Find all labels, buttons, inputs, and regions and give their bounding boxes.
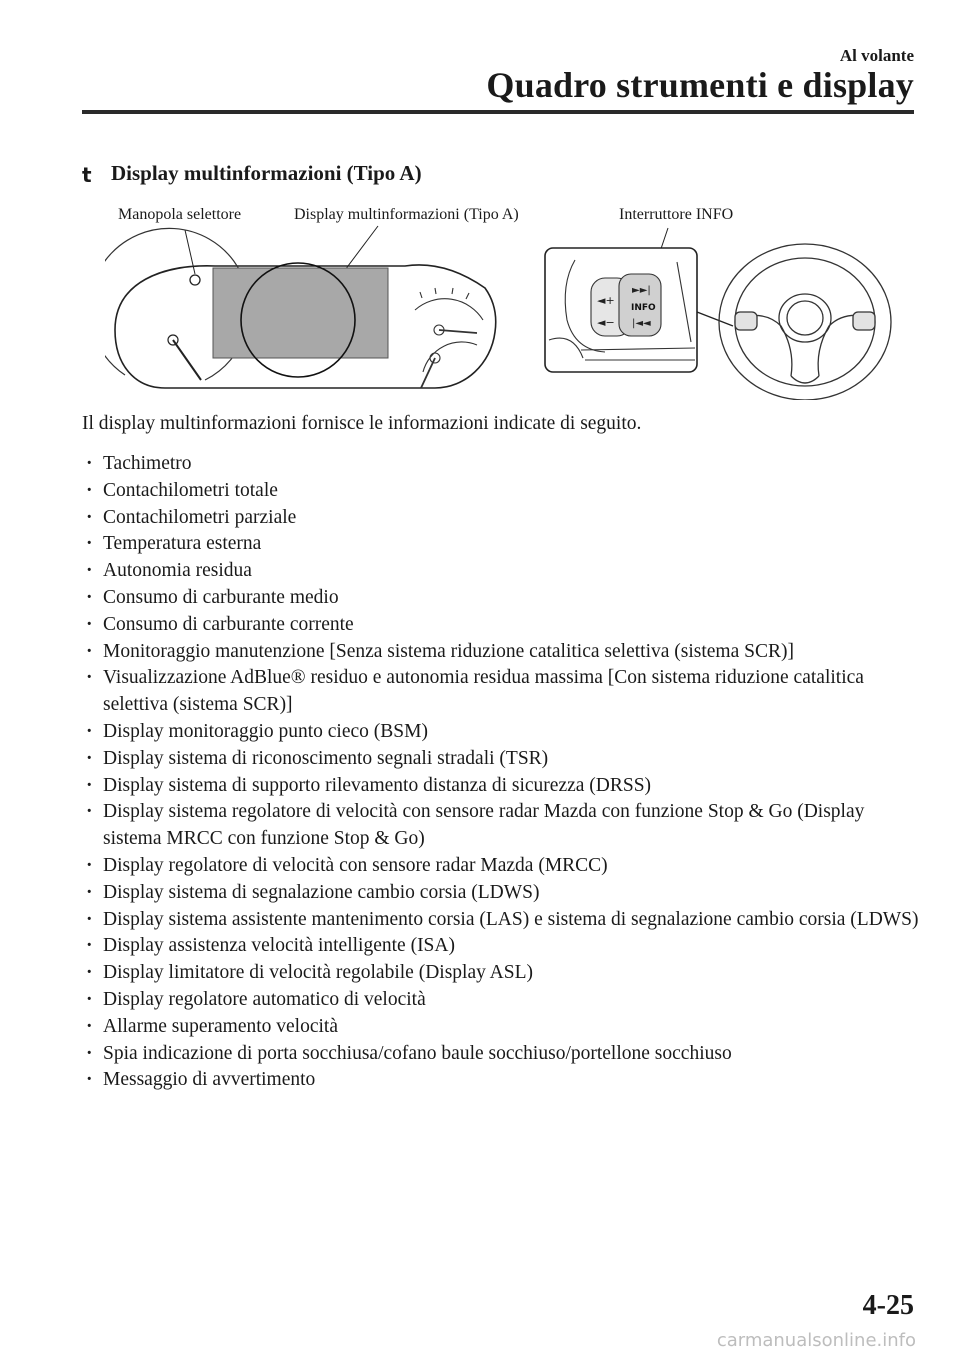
svg-text:◄+: ◄+	[597, 294, 615, 307]
list-item: · Consumo di carburante medio	[82, 585, 922, 612]
svg-text:◄−: ◄−	[597, 316, 615, 329]
list-item: · Visualizzazione AdBlue® residuo e autonomia residua massima [Con sistema riduzione catalitica selettiva (sistema SCR)]	[82, 665, 922, 719]
page-number: 4-25	[862, 1290, 914, 1321]
list-item: · Spia indicazione di porta socchiusa/cofano baule socchiuso/portellone socchiuso	[82, 1041, 922, 1068]
list-item: · Contachilometri totale	[82, 478, 922, 505]
list-item: · Display regolatore di velocità con sensore radar Mazda (MRCC)	[82, 853, 922, 880]
list-item: · Display sistema di riconoscimento segnali stradali (TSR)	[82, 746, 922, 773]
cluster-illustration	[105, 200, 905, 400]
svg-text:|◄◄: |◄◄	[632, 318, 651, 329]
svg-text:►►|: ►►|	[632, 285, 651, 296]
list-item: · Temperatura esterna	[82, 531, 922, 558]
multi-info-display-screen	[213, 268, 388, 358]
list-item: · Display monitoraggio punto cieco (BSM)	[82, 719, 922, 746]
list-item: · Display regolatore automatico di velocità	[82, 987, 922, 1014]
list-item: · Display sistema assistente mantenimento corsia (LAS) e sistema di segnalazione cambio corsia (LDWS)	[82, 907, 922, 934]
list-item: · Display limitatore di velocità regolabile (Display ASL)	[82, 960, 922, 987]
watermark: carmanualsonline.info	[716, 1330, 916, 1351]
list-item: · Monitoraggio manutenzione [Senza sistema riduzione catalitica selettiva (sistema SCR)]	[82, 639, 922, 666]
callout-selector-knob: Manopola selettore	[118, 206, 242, 223]
callout-info-switch: Interruttore INFO	[619, 206, 734, 223]
speedometer-needle	[168, 335, 201, 380]
instrument-cluster-figure	[105, 200, 905, 400]
list-item: · Messaggio di avvertimento	[82, 1067, 922, 1094]
intro-text: Il display multinformazioni fornisce le informazioni indicate di seguito.	[82, 413, 642, 434]
section-marker: t	[82, 163, 92, 187]
list-item: · Tachimetro	[82, 451, 922, 478]
steering-wheel	[719, 244, 891, 400]
section-heading: Display multinformazioni (Tipo A)	[111, 161, 422, 185]
info-button-label: INFO	[631, 303, 656, 313]
page-title: Quadro strumenti e display	[486, 65, 914, 105]
list-item: · Autonomia residua	[82, 558, 922, 585]
header-rule	[82, 110, 914, 114]
inset-connector	[697, 312, 733, 326]
list-item: · Display assistenza velocità intelligente (ISA)	[82, 933, 922, 960]
list-item: · Display sistema regolatore di velocità con sensore radar Mazda con funzione Stop & Go (Display sistema MRCC con funzione Stop & Go)	[82, 799, 922, 853]
list-item: · Consumo di carburante corrente	[82, 612, 922, 639]
running-header-chapter: Al volante	[839, 46, 914, 65]
list-item: · Display sistema di segnalazione cambio corsia (LDWS)	[82, 880, 922, 907]
list-item: · Display sistema di supporto rilevamento distanza di sicurezza (DRSS)	[82, 773, 922, 800]
selector-knob	[190, 275, 200, 285]
list-item: · Allarme superamento velocità	[82, 1014, 922, 1041]
list-item: · Contachilometri parziale	[82, 505, 922, 532]
callout-display: Display multinformazioni (Tipo A)	[294, 206, 519, 223]
info-item-list	[82, 451, 922, 1094]
